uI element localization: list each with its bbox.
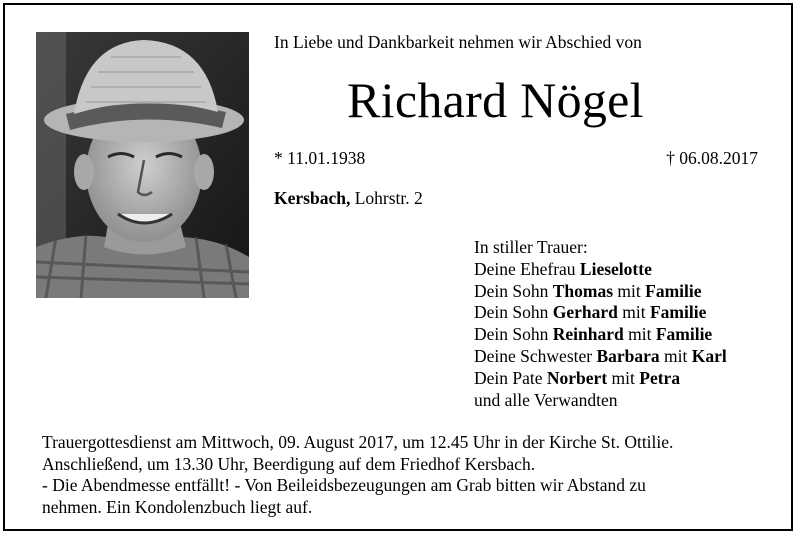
address <box>274 188 423 209</box>
birth-date <box>274 148 365 169</box>
mourner-name: Reinhard <box>552 324 624 345</box>
mourner-line <box>474 281 727 303</box>
mourner-name: Familie <box>649 302 707 323</box>
mourner-name: Gerhard <box>552 302 618 323</box>
mourner-relation: Deine Schwester <box>474 345 597 366</box>
service-detail-line: - Die Abendmesse entfällt! - Von Beileidsbezeugungen am Grab bitten wir Abstand zu <box>42 475 646 496</box>
service-detail-line: Anschließend, um 13.30 Uhr, Beerdigung auf dem Friedhof Kersbach. <box>42 453 536 474</box>
mourner-name: Familie <box>645 280 702 301</box>
death-date-value: 06.08.2017 <box>679 148 758 168</box>
mourner-name: Barbara <box>596 345 660 366</box>
deceased-name: Richard Nögel <box>347 72 644 128</box>
mourner-line <box>474 324 727 346</box>
mourner-name: Thomas <box>552 280 614 301</box>
birth-symbol: * <box>274 148 283 168</box>
service-details <box>42 432 782 518</box>
death-date <box>666 148 758 169</box>
mourner-relation: mit <box>617 302 650 323</box>
mourner-line <box>474 259 727 281</box>
mourner-relation: Dein Sohn <box>474 280 553 301</box>
address-street: Lohrstr. 2 <box>354 188 423 208</box>
mourner-relation: mit <box>659 345 692 366</box>
mourner-relation: mit <box>607 367 640 388</box>
address-town: Kersbach, <box>274 188 351 208</box>
mourner-line <box>474 302 727 324</box>
mourner-relation: Dein Sohn <box>474 324 553 345</box>
mourner-name: Karl <box>691 345 727 366</box>
service-detail-line: Trauergottesdienst am Mittwoch, 09. August 2017, um 12.45 Uhr in der Kirche St. Ottilie. <box>42 432 674 452</box>
mourner-name: Norbert <box>546 367 608 388</box>
intro-text: In Liebe und Dankbarkeit nehmen wir Abschied von <box>274 32 642 52</box>
mourners-heading: In stiller Trauer: <box>474 237 588 257</box>
service-detail-line: nehmen. Ein Kondolenzbuch liegt auf. <box>42 496 313 517</box>
mourner-relation: mit <box>613 280 646 301</box>
mourner-name: Petra <box>639 367 681 388</box>
birth-date-value: 11.01.1938 <box>287 148 366 168</box>
mourner-relation: mit <box>623 324 656 345</box>
mourner-name: Lieselotte <box>579 258 652 279</box>
mourners-closing: und alle Verwandten <box>474 389 618 410</box>
cross-icon: † <box>666 148 675 168</box>
mourner-relation: Dein Sohn <box>474 302 553 323</box>
mourner-lines <box>474 259 727 390</box>
mourners-list <box>474 237 727 411</box>
mourner-name: Familie <box>655 324 713 345</box>
mourner-line <box>474 368 727 390</box>
mourner-relation: Dein Pate <box>474 367 547 388</box>
portrait-photo <box>36 32 249 298</box>
obituary-frame <box>3 3 793 531</box>
mourner-relation: Deine Ehefrau <box>474 258 580 279</box>
portrait-illustration <box>36 32 249 298</box>
mourner-line <box>474 346 727 368</box>
